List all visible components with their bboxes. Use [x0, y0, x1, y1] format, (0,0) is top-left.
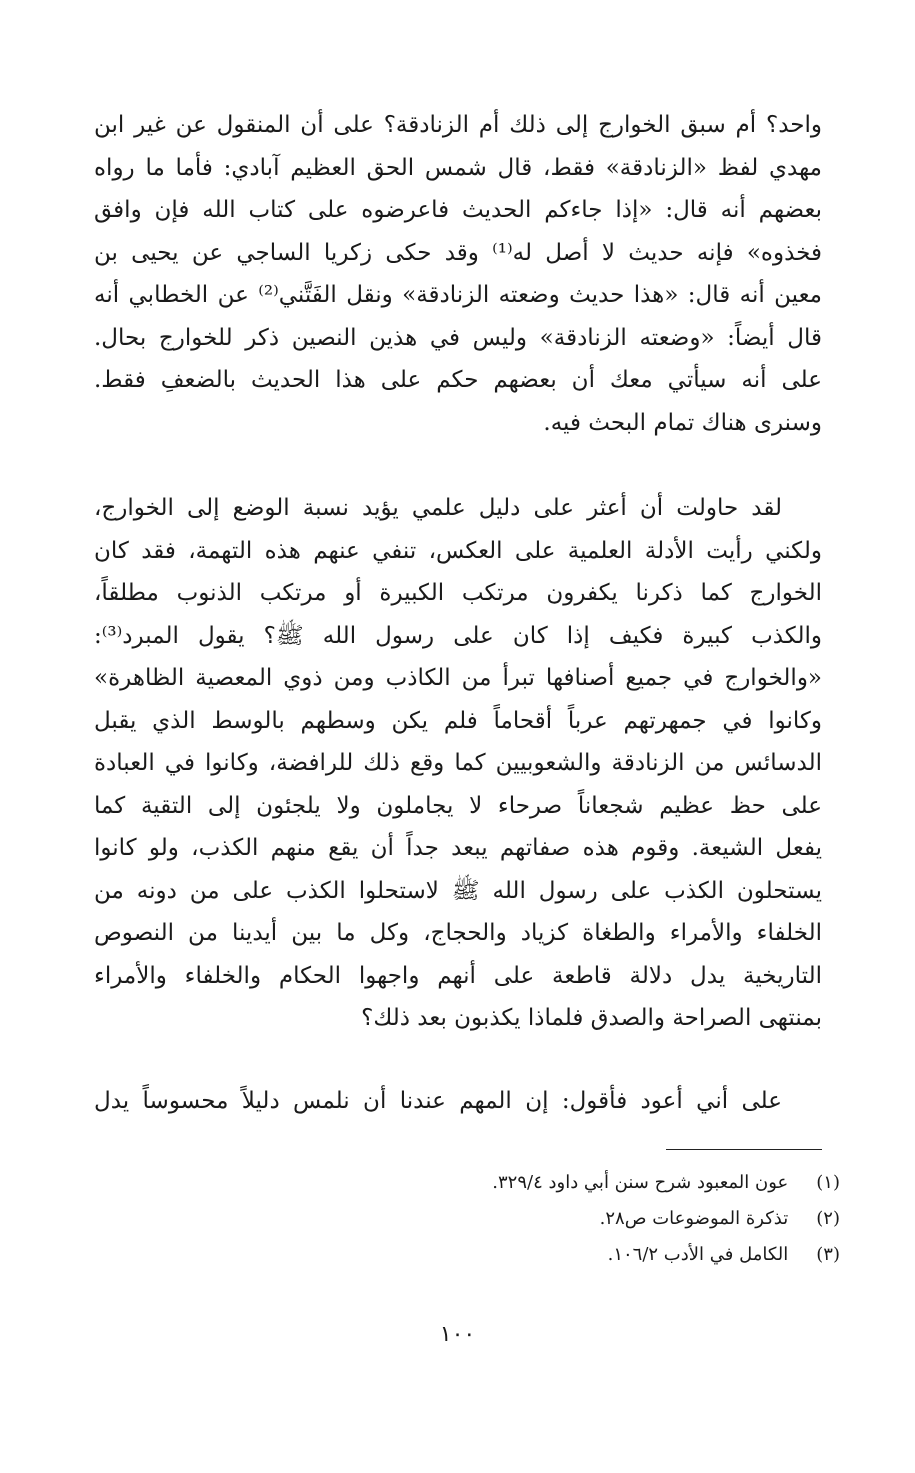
text-line: «والخوارج في جميع أصنافها تبرأ من الكاذب ومن ذوي المعصية الظاهرة»	[94, 665, 822, 691]
footnote-text: عون المعبود شرح سنن أبي داود ٣٢٩/٤.	[492, 1172, 789, 1193]
footnote-number: (١)	[816, 1172, 840, 1193]
text-line: لقد حاولت أن أعثر على دليل علمي يؤيد نسبة الوضع إلى الخوارج،	[94, 495, 782, 521]
text-line: وكانوا في جمهرتهم عرباً أقحاماً فلم يكن وسطهم بالوسط الذي يقبل	[94, 707, 822, 734]
paragraph-1	[94, 104, 822, 444]
footnote-number: (٣)	[816, 1244, 840, 1265]
footnotes	[300, 1165, 840, 1273]
footnote-1	[300, 1165, 840, 1201]
text-line: التاريخية يدل دلالة قاطعة على أنهم واجهوا الحكام والخلفاء والأمراء	[94, 962, 822, 989]
text-line: على حظ عظيم شجعاناً صرحاء لا يجاملون ولا يلجئون إلى التقية كما	[94, 792, 822, 819]
text-line: فخذوه» فإنه حديث لا أصل له⁽¹⁾ وقد حكى زكريا الساجي عن يحيى بن	[94, 239, 822, 266]
text-line: بعضهم أنه قال: «إذا جاءكم الحديث فاعرضوه على كتاب الله فإن وافق	[94, 197, 822, 223]
paragraph-3	[94, 1080, 822, 1123]
text-line: وسنرى هناك تمام البحث فيه.	[543, 409, 822, 436]
text-line: بمنتهى الصراحة والصدق فلماذا يكذبون بعد ذلك؟	[361, 1005, 822, 1031]
footnote-3	[300, 1237, 840, 1273]
text-line: واحد؟ أم سبق الخوارج إلى ذلك أم الزنادقة؟ على أن المنقول عن غير ابن	[94, 112, 822, 138]
text-line: ولكني رأيت الأدلة العلمية على العكس، تنفي عنهم هذه التهمة، فقد كان	[94, 537, 822, 564]
text-line: الدسائس من الزنادقة والشعوبيين كما وقع ذلك للرافضة، وكانوا في العبادة	[94, 750, 822, 776]
text-line: الخوارج كما ذكرنا يكفرون مرتكب الكبيرة أو مرتكب الذنوب مطلقاً،	[94, 580, 822, 606]
text-line: على أنه سيأتي معك أن بعضهم حكم على هذا الحديث بالضعفِ فقط.	[94, 367, 822, 393]
text-line: على أني أعود فأقول: إن المهم عندنا أن نلمس دليلاً محسوساً يدل	[94, 1088, 782, 1114]
text-line: الخلفاء والأمراء والطغاة كزياد والحجاج، وكل ما بين أيدينا من النصوص	[94, 920, 822, 946]
footnote-divider	[666, 1149, 822, 1150]
footnote-number: (٢)	[816, 1208, 840, 1229]
text-line: قال أيضاً: «وضعته الزنادقة» وليس في هذين النصين ذكر للخوارج بحال.	[94, 324, 822, 351]
text-line: مهدي لفظ «الزنادقة» فقط، قال شمس الحق العظيم آبادي: فأما ما رواه	[94, 154, 822, 181]
footnote-text: تذكرة الموضوعات ص٢٨.	[599, 1208, 789, 1229]
footnote-2	[300, 1201, 840, 1237]
text-line: يفعل الشيعة. وقوم هذه صفاتهم يبعد جداً أن يقع منهم الكذب، ولو كانوا	[94, 835, 822, 861]
text-line: معين أنه قال: «هذا حديث وضعته الزنادقة» ونقل الفَتَّني⁽²⁾ عن الخطابي أنه	[94, 282, 822, 308]
text-line: يستحلون الكذب على رسول الله ﷺ لاستحلوا الكذب على من دونه من	[94, 877, 822, 904]
footnote-text: الكامل في الأدب ١٠٦/٢.	[607, 1244, 789, 1265]
paragraph-2	[94, 487, 822, 1040]
text-line: والكذب كبيرة فكيف إذا كان على رسول الله ﷺ؟ يقول المبرد⁽³⁾:	[94, 622, 822, 649]
page-number: ١٠٠	[439, 1322, 476, 1347]
